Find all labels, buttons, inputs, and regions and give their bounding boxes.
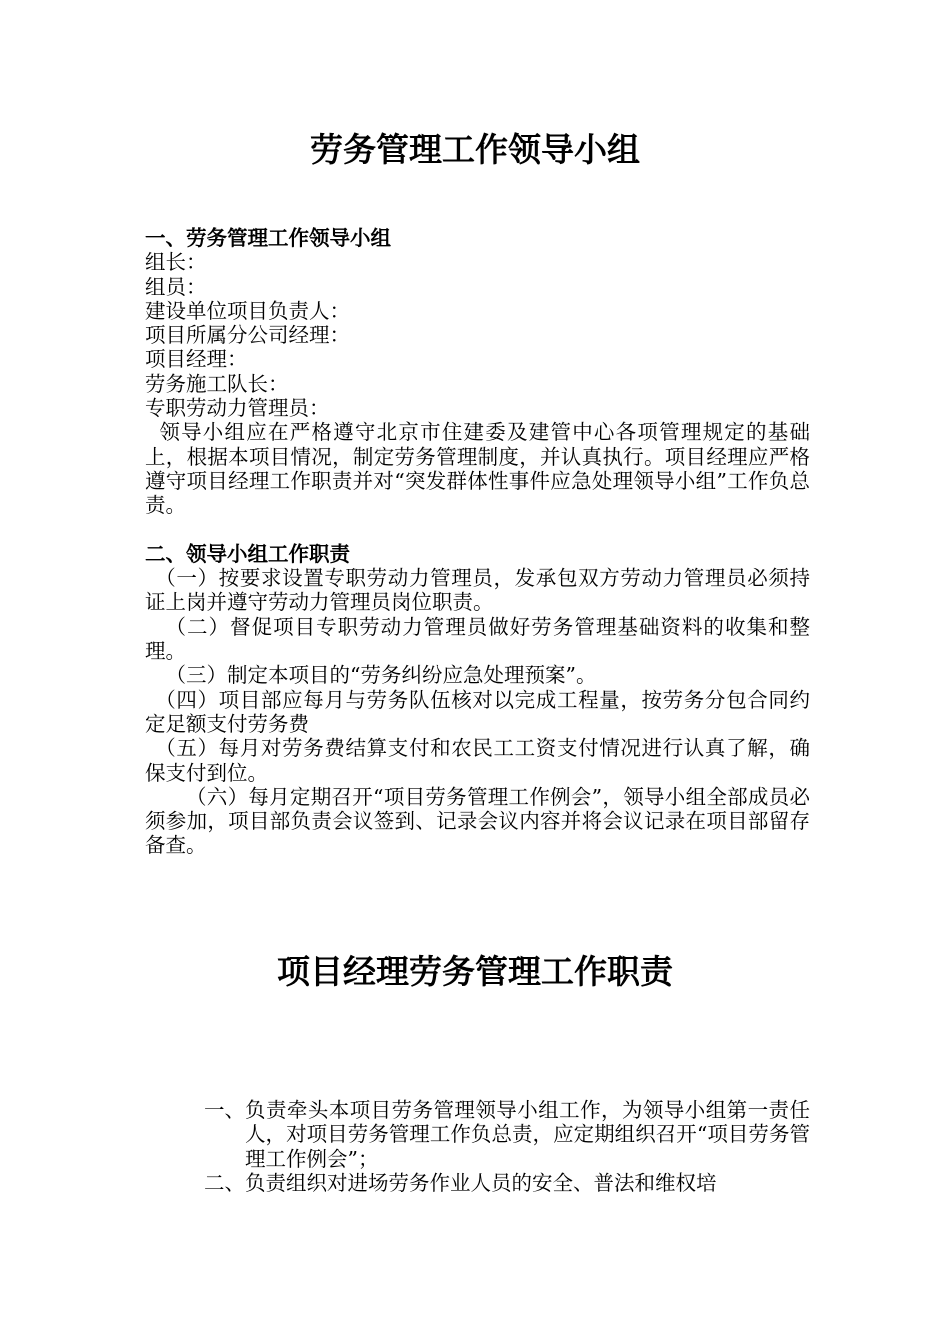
document-title: 劳务管理工作领导小组 <box>310 130 640 169</box>
member-line-team-leader: 劳务施工队长： <box>145 371 289 396</box>
section-leadership-group <box>145 226 810 858</box>
list-item <box>145 1171 810 1195</box>
member-line-project-manager: 项目经理： <box>145 347 248 372</box>
duty-item-2: （二）督促项目专职劳动力管理员做好劳务管理基础资料的收集和整理。 <box>145 614 810 664</box>
member-line-owner-rep: 建设单位项目负责人： <box>145 298 350 323</box>
list-marker: 一、 <box>204 1098 245 1122</box>
duty-item-5: （五）每月对劳务费结算支付和农民工工资支付情况进行认真了解，确保支付到位。 <box>145 736 810 785</box>
member-line-branch-manager: 项目所属分公司经理： <box>145 323 350 348</box>
list-item <box>145 1098 810 1171</box>
document-title-2: 项目经理劳务管理工作职责 <box>277 952 673 991</box>
pm-duties-list <box>145 1098 810 1195</box>
duty-item-1: （一）按要求设置专职劳动力管理员，发承包双方劳动力管理员必须持证上岗并遵守劳动力管理员岗位职责。 <box>145 566 810 615</box>
list-item-text: 负责牵头本项目劳务管理领导小组工作，为领导小组第一责任人，对项目劳务管理工作负总责，应定期组织召开“项目劳务管理工作例会”； <box>245 1098 810 1171</box>
duty-item-6: （六）每月定期召开“项目劳务管理工作例会”，领导小组全部成员必须参加，项目部负责会议签到、记录会议内容并将会议记录在项目部留存备查。 <box>145 784 810 858</box>
duty-item-4: （四）项目部应每月与劳务队伍核对以完成工程量，按劳务分包合同约定足额支付劳务费 <box>145 687 810 736</box>
spacer <box>145 518 810 542</box>
member-line-leader: 组长： <box>145 250 207 275</box>
section-heading: 二、领导小组工作职责 <box>145 541 350 566</box>
duty-item-3: （三）制定本项目的“劳务纠纷应急处理预案”。 <box>165 663 597 688</box>
section-heading: 一、劳务管理工作领导小组 <box>145 226 391 250</box>
member-line-members: 组员： <box>145 274 207 299</box>
section-paragraph: 领导小组应在严格遵守北京市住建委及建管中心各项管理规定的基础上，根据本项目情况，制定劳务管理制度，并认真执行。项目经理应严格遵守项目经理工作职责并对“突发群体性事件应急处理领导小组”工作负总责。 <box>145 420 810 518</box>
list-item-text: 负责组织对进场劳务作业人员的安全、普法和维权培 <box>245 1170 717 1195</box>
member-line-labor-admin: 专职劳动力管理员： <box>145 396 330 421</box>
list-marker: 二、 <box>204 1170 245 1195</box>
